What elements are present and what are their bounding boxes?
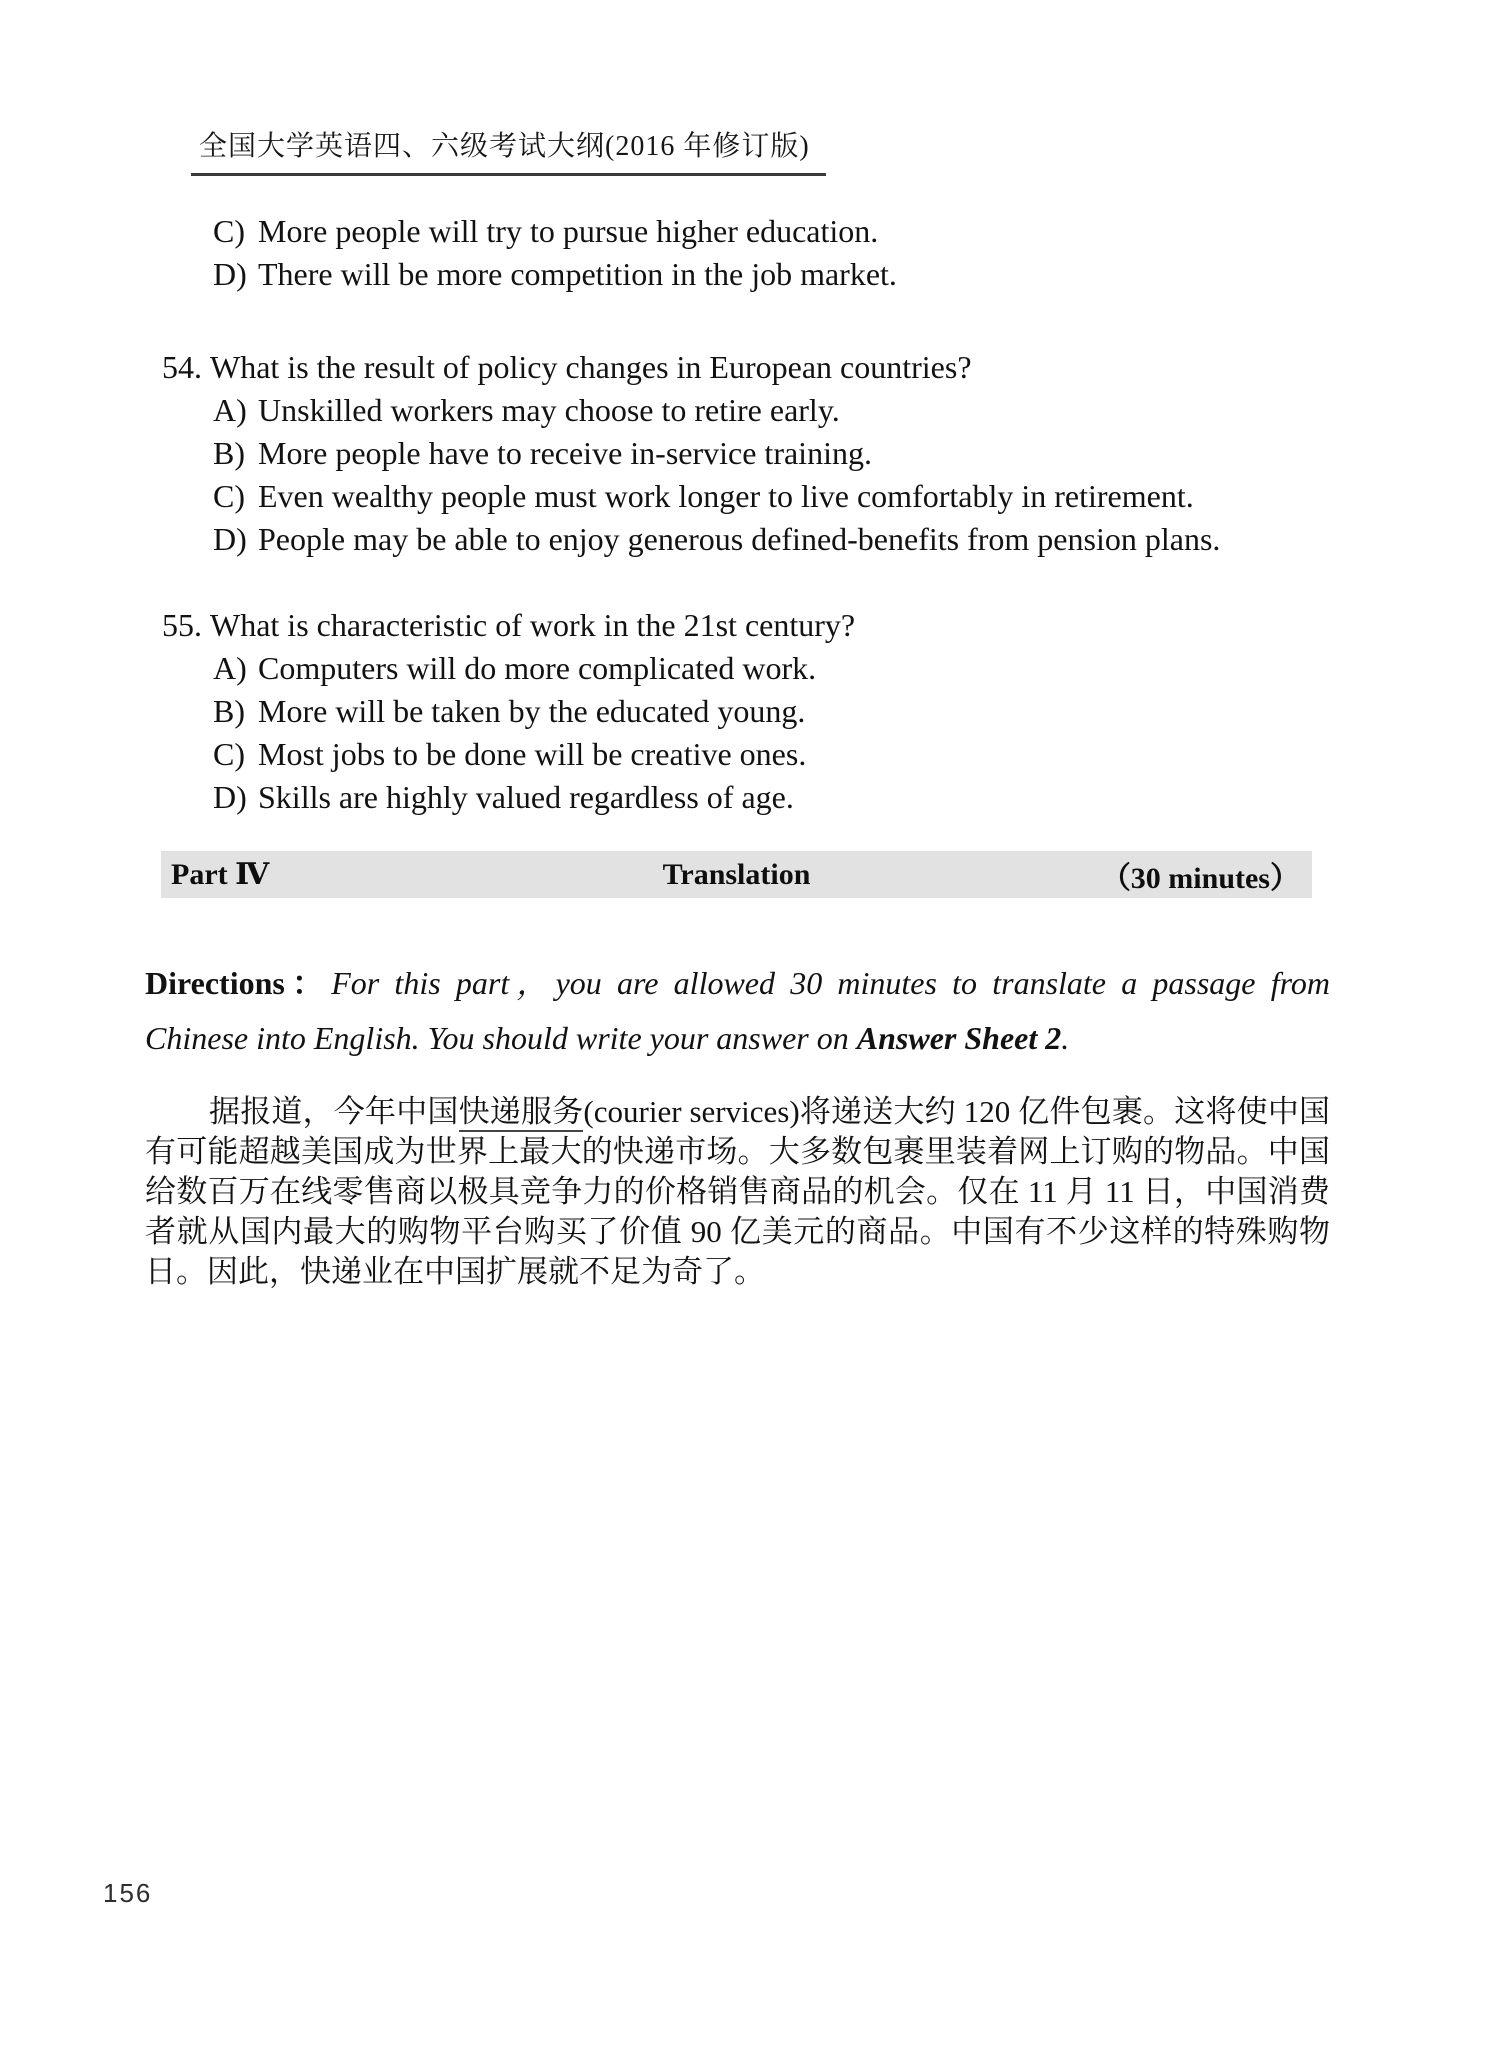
option-letter: D)	[213, 521, 247, 557]
page-number: 156	[103, 1878, 153, 1908]
option-text: There will be more competition in the job market.	[258, 256, 897, 292]
part-section-bar	[161, 851, 1312, 898]
option-letter: B)	[213, 435, 245, 471]
option-text: Even wealthy people must work longer to live comfortably in retirement.	[258, 478, 1194, 514]
question-number: 54.	[162, 349, 202, 385]
question-53-remaining-options	[145, 210, 1330, 296]
option-line	[145, 253, 1330, 296]
option-letter: A)	[213, 392, 247, 428]
part-label: Part Ⅳ	[171, 858, 270, 891]
option-text: More will be taken by the educated young.	[258, 693, 806, 729]
option-line	[145, 733, 1330, 776]
option-letter: C)	[213, 478, 245, 514]
option-letter: C)	[213, 213, 245, 249]
running-head-title: 全国大学英语四、六级考试大纲(2016 年修订版)	[191, 124, 826, 176]
option-line	[145, 432, 1330, 475]
option-text: People may be able to enjoy generous defined-benefits from pension plans.	[258, 521, 1221, 557]
question-text: What is the result of policy changes in European countries?	[210, 349, 972, 385]
question-stem	[162, 604, 1330, 647]
option-line	[145, 518, 1330, 561]
passage-lead: 据报道，今年中国	[209, 1094, 459, 1129]
option-line	[145, 690, 1330, 733]
option-text: Most jobs to be done will be creative ones.	[258, 736, 807, 772]
option-letter: A)	[213, 650, 247, 686]
answer-sheet-reference: Answer Sheet 2	[856, 1020, 1062, 1056]
directions-body: For this part，you are allowed 30 minutes to translate a passage from Chinese into English. You should write your answer on	[145, 965, 1330, 1056]
passage-rest: (courier services)将递送大约 120 亿件包裹。这将使中国有可能超越美国成为世界上最大的快递市场。大多数包裹里装着网上订购的物品。中国给数百万在线零售商以极具竞争力的价格销售商品的机会。仅在 11 月 11 日，中国消费者就从国内最大的购物平台购买了价值 90 亿美元的商品。中国有不少这样的特殊购物日。因此，快递业在中国扩展就不足为奇了。	[145, 1094, 1331, 1289]
option-letter: C)	[213, 736, 245, 772]
directions-paragraph	[145, 956, 1330, 1066]
question-54	[145, 346, 1330, 561]
directions-tail: .	[1061, 1020, 1070, 1056]
option-letter: D)	[213, 779, 247, 815]
translation-passage	[145, 1092, 1330, 1292]
option-text: Skills are highly valued regardless of age.	[258, 779, 794, 815]
question-55	[145, 604, 1330, 819]
part-title: Translation	[662, 857, 811, 891]
passage-underlined-term: 快递服务	[459, 1094, 584, 1132]
option-line	[145, 776, 1330, 819]
option-line	[145, 389, 1330, 432]
option-letter: B)	[213, 693, 245, 729]
question-stem	[162, 346, 1330, 389]
running-head-wrap	[145, 0, 1330, 176]
option-letter: D)	[213, 256, 247, 292]
question-number: 55.	[162, 607, 202, 643]
question-text: What is characteristic of work in the 21st century?	[210, 607, 856, 643]
option-text: More people will try to pursue higher education.	[258, 213, 879, 249]
option-text: Computers will do more complicated work.	[258, 650, 817, 686]
option-text: Unskilled workers may choose to retire early.	[258, 392, 840, 428]
option-text: More people have to receive in-service training.	[258, 435, 872, 471]
directions-label: Directions	[145, 965, 285, 1001]
option-line	[145, 647, 1330, 690]
part-duration: （30 minutes）	[1101, 853, 1300, 897]
directions-colon: ：	[284, 965, 332, 1001]
option-line	[145, 475, 1330, 518]
option-line	[145, 210, 1330, 253]
